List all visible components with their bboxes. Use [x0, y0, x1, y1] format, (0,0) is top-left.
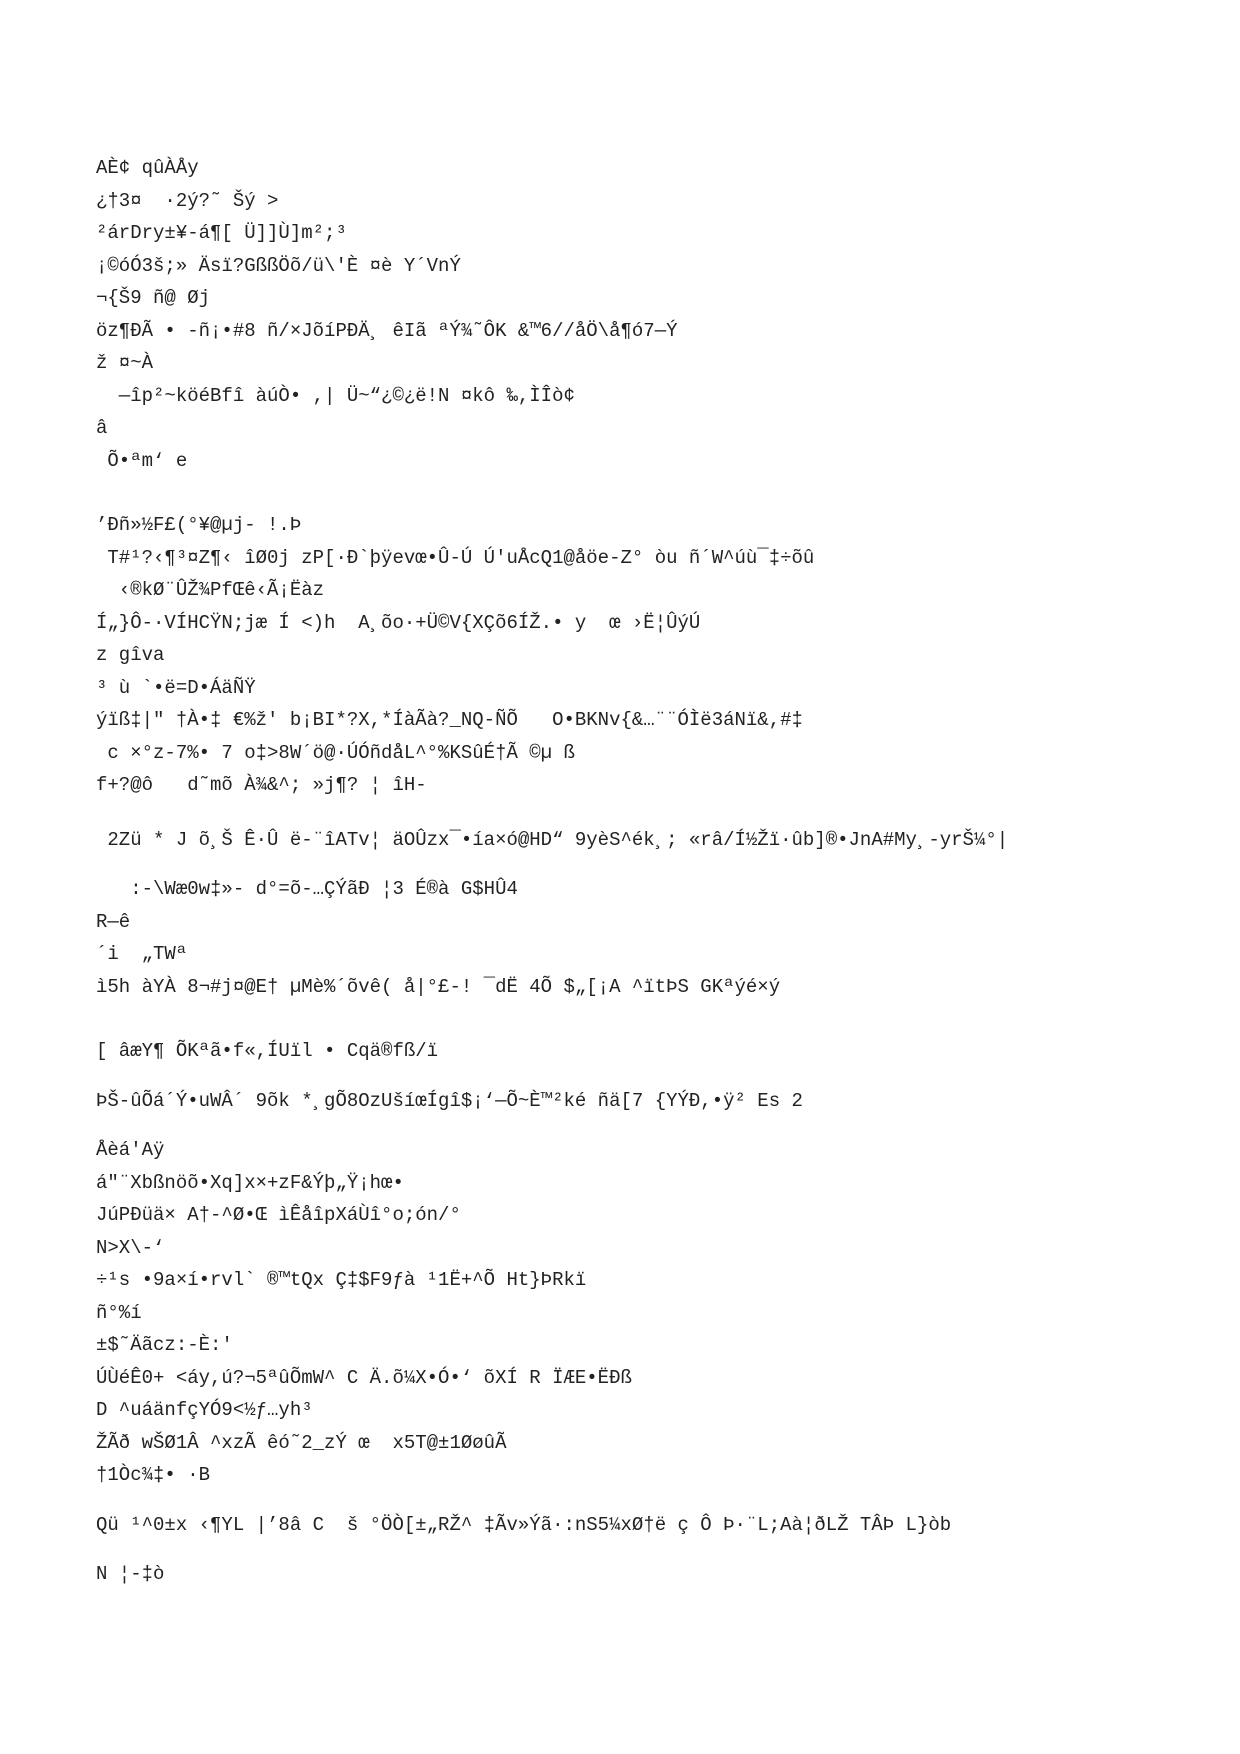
- text-line: [ âæY¶ ÕKªã•f«,ÍUïl • Cqä®fß/ï: [96, 1040, 439, 1062]
- text-line: f+?@ô d˜mõ À¾&^; »j¶? ¦ îH-: [96, 774, 427, 796]
- text-line: ´i „TWª: [96, 943, 188, 965]
- text-line: :-\Wæ0w‡»- d°=õ-…ÇÝãÐ ¦3 É®à G$HÛ4: [96, 878, 518, 900]
- text-line: R—ê: [96, 910, 131, 933]
- text-line: 2Zü * J õ¸Š Ê·Û ë-¨îATv¦ äOÛzx¯•ía×ó@HD“ 9yèS^ék¸; «râ/Í½Žï·ûb]®•JnA#My¸-yrŠ¼°|: [96, 828, 1009, 851]
- text-line: ÚÙéÊ0+ <áy,ú?¬5ªûÕmW^ C Ä.õ¼X•Ó•‘ õXÍ R ÏÆE•ËÐß: [96, 1366, 632, 1389]
- text-line: JúPÐüä× A†-^Ø•Œ ìÊåîpXáÙî°o;ón/°: [96, 1204, 461, 1226]
- text-line: ‹®kØ¨ÛŽ¾PfŒê‹Ã¡Ëàz: [96, 579, 325, 601]
- text-line: ì5h àYÀ 8¬#j¤@E† µMè%´õvê( å|°£-! ¯dË 4Õ $„[¡A ^ïtÞS GKªýé×ý: [96, 975, 781, 998]
- text-line: AÈ¢ qûÀÅy: [96, 157, 199, 179]
- text-line: öz¶ÐÃ • -ñ¡•#8 ñ/×JõíPÐÄ¸ êIã ªÝ¾˜ÔK &™6//åÖ\å¶ó7—Ý: [96, 319, 678, 342]
- text-line: â: [96, 417, 108, 439]
- text-line: ’Ðñ»½F£(°¥@µj- !.Þ: [96, 514, 302, 536]
- text-line: ³ ù `•ë=D•ÁäÑŸ: [96, 676, 256, 699]
- text-line: ¿†3¤ ·2ý?˜ Šý >: [96, 189, 279, 212]
- text-line: á"¨Xbßnöõ•Xq]x×+zF&Ýþ„Ÿ¡hœ•: [96, 1171, 404, 1194]
- text-line: ñ°%í: [96, 1301, 142, 1324]
- text-line: ÞŠ-ûÕá´Ý•uWÂ´ 9õk *¸gÕ8OzUšíœÍgî$¡‘—Õ~È™²ké ñä[7 {YÝÐ,•ÿ² Es 2: [96, 1089, 803, 1112]
- text-line: T#¹?‹¶³¤Z¶‹ îØ0j zP[·Ð`þÿevœ•Û-Ú Ú'uÅcQ1@åöe-Z° òu ñ´W^úù¯‡÷õû: [96, 546, 815, 569]
- text-line: ž ¤~À: [96, 352, 154, 374]
- text-line: Åèá'Aÿ: [96, 1139, 165, 1161]
- text-line: Í„}Ô-·VÍHCŸN;jæ Í <)h A¸õo·+Ü©V{XÇõ6ÍŽ.• y œ ›Ë¦ÛýÚ: [96, 611, 701, 634]
- document-body: [96, 152, 1196, 1591]
- text-line: ŽÃð wŠØ1Â ^xzÃ êó˜2_zÝ œ x5T@±1ØøûÃ: [96, 1431, 507, 1454]
- text-line: †1Òc¾‡• ·B: [96, 1464, 211, 1486]
- text-line: ¡©óÓ3š;» Äsï?GßßÖõ/ü\'È ¤è Y´VnÝ: [96, 254, 461, 277]
- text-line: D ^uáänfçYÓ9<½ƒ…yh³: [96, 1399, 313, 1421]
- text-line: z gîva: [96, 644, 165, 666]
- text-line: c ×°z-7%• 7 o‡>8W´ö@·ÚÓñdåL^°%KSûÉ†Ã ©µ ß: [96, 741, 575, 764]
- text-line: ±$˜Äãcz:-È:': [96, 1334, 233, 1356]
- text-line: ÷¹s •9a×í•rvl` ®™tQx Ç‡$F9ƒà ¹1Ë+^Õ Ht}ÞRkï: [96, 1269, 587, 1291]
- text-line: ¬{Š9 ñ@ Øj: [96, 287, 211, 309]
- text-line: Qü ¹^0±x ‹¶YL |’8â C š °ÖÒ[±„RŽ^ ‡Ãv»Ýã·:nS5¼xØ†ë ç Ô Þ·¨L;Aà¦ðLŽ TÂÞ L}òb: [96, 1513, 952, 1536]
- text-line: Õ•ªm‘ e: [96, 449, 188, 472]
- text-line: N>X\-‘: [96, 1236, 165, 1259]
- text-line: —îp²~köéBfî àúÒ• ,| Ü~“¿©¿ë!N ¤kô ‰,ÌÎò¢: [96, 384, 575, 407]
- text-line: N ¦-‡ò: [96, 1563, 165, 1585]
- text-line: ýïß‡|" †À•‡ €%ž' b¡BI*?X,*ÍàÃà?_NQ-ÑÕ O•BKNv{&…¨¨ÓÌë3áNï&,#‡: [96, 709, 803, 731]
- text-line: ²árDry±¥-á¶[ Ü]]Ù]m²;³: [96, 222, 347, 244]
